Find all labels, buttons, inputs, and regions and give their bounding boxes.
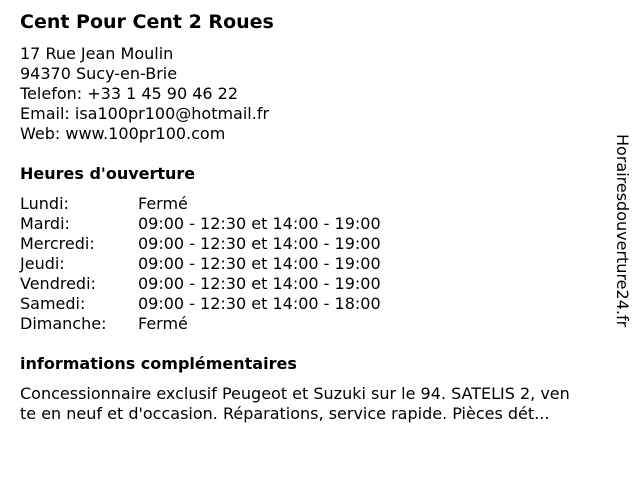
description-line: Concessionnaire exclusif Peugeot et Suzuki sur le 94. SATELIS 2, ven: [20, 384, 570, 403]
hours-time: 09:00 - 12:30 et 14:00 - 18:00: [138, 294, 381, 313]
hours-time: Fermé: [138, 194, 188, 213]
opening-hours-table: [20, 194, 480, 334]
hours-heading: Heures d'ouverture: [20, 164, 196, 183]
hours-time: 09:00 - 12:30 et 14:00 - 19:00: [138, 254, 381, 273]
hours-time: Fermé: [138, 314, 188, 333]
info-heading: informations complémentaires: [20, 354, 297, 373]
hours-time: 09:00 - 12:30 et 14:00 - 19:00: [138, 274, 381, 293]
phone-number: Telefon: +33 1 45 90 46 22: [20, 84, 239, 103]
business-name: Cent Pour Cent 2 Roues: [20, 11, 274, 33]
hours-day: Vendredi:: [20, 274, 96, 293]
address-city: 94370 Sucy-en-Brie: [20, 64, 178, 83]
hours-row-dimanche: [20, 314, 480, 334]
business-description: [20, 384, 610, 424]
hours-day: Mardi:: [20, 214, 70, 233]
hours-row-jeudi: [20, 254, 480, 274]
site-watermark: Horairesdouverture24.fr: [613, 134, 632, 328]
hours-day: Mercredi:: [20, 234, 95, 253]
hours-day: Samedi:: [20, 294, 86, 313]
hours-row-vendredi: [20, 274, 480, 294]
hours-day: Jeudi:: [20, 254, 65, 273]
email-address: Email: isa100pr100@hotmail.fr: [20, 104, 270, 123]
description-line: te en neuf et d'occasion. Réparations, service rapide. Pièces dét...: [20, 404, 550, 423]
website: Web: www.100pr100.com: [20, 124, 226, 143]
business-contact: [20, 44, 269, 144]
hours-day: Dimanche:: [20, 314, 107, 333]
hours-time: 09:00 - 12:30 et 14:00 - 19:00: [138, 214, 381, 233]
hours-row-mercredi: [20, 234, 480, 254]
hours-day: Lundi:: [20, 194, 69, 213]
hours-row-lundi: [20, 194, 480, 214]
hours-row-mardi: [20, 214, 480, 234]
hours-row-samedi: [20, 294, 480, 314]
address-street: 17 Rue Jean Moulin: [20, 44, 174, 63]
hours-time: 09:00 - 12:30 et 14:00 - 19:00: [138, 234, 381, 253]
